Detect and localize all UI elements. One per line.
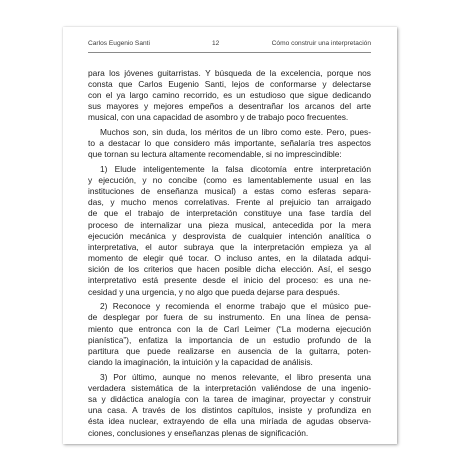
text-line: y ejecución, y no concibe (como es lamentablemente usual en las [88, 174, 371, 185]
text-line: momento de elegir qué tocar. O incluso antes, en la dilatada adqui- [88, 253, 371, 264]
book-page [63, 27, 397, 444]
paragraph [88, 372, 371, 439]
text-line: pianística”), enfatiza la importancia de un estudio profundo de la [88, 334, 371, 345]
text-line: sición de los criterios que hacen posible dicha elección. Así, el sesgo [88, 264, 371, 275]
text-line: interpretativa, el autor subraya que la interpretación empieza ya al [88, 241, 371, 252]
text-line: con el ya largo camino recorrido, es un estudioso que sigue dedicando [88, 89, 371, 100]
text-line: musical, con una capacidad de asombro y de trabajo poco frecuentes. [88, 112, 349, 123]
text-line: verdadera sistemática de la interpretación valiéndose de una ingenio- [88, 382, 371, 393]
text-line: sus mayores y mejores empeños a desentrañar los arcanos del arte [88, 101, 371, 112]
text-line: de desplegar por fuera de su instrumento. En una línea de pensa- [88, 312, 371, 323]
text-line: 3) Por último, aunque no menos relevante, el libro presenta una [100, 371, 371, 382]
text-line: cesidad y una urgencia, y no algo que pueda dejarse para después. [88, 286, 340, 297]
paragraph [88, 301, 371, 368]
paragraph [88, 127, 371, 161]
text-line: instituciones de enseñanza musical) a estas como esferas separa- [88, 185, 371, 196]
header-rule [88, 52, 371, 53]
running-head-title: Cómo construir una interpretación [271, 40, 371, 47]
text-line: miento que entronca con la de Carl Leimer (“La moderna ejecución [88, 323, 371, 334]
text-line: Muchos son, sin duda, los méritos de un libro como este. Pero, pues- [100, 126, 371, 137]
paragraph [88, 164, 371, 298]
paragraph [88, 68, 371, 124]
page-number: 12 [212, 40, 220, 47]
page-body [88, 68, 371, 439]
text-line: proceso de internalizar una pieza musical, antecedida por la mera [88, 219, 371, 230]
text-line: interpretativo está presente desde el inicio del proceso: es una ne- [88, 275, 371, 286]
text-line: una casa. A través de los distintos capítulos, insiste y profundiza en [88, 405, 371, 416]
text-line: que tornan su lectura altamente recomendable, si no imprescindible: [88, 149, 342, 160]
text-line: de que el trabajo de interpretación constituye una fase tardía del [88, 208, 371, 219]
running-head-author: Carlos Eugenio Santi [88, 40, 150, 47]
text-line: para los jóvenes guitarristas. Y búsqueda de la excelencia, porque nos [88, 67, 371, 78]
text-line: ciando la imaginación, la intuición y la capacidad de análisis. [88, 357, 313, 368]
text-line: sa y didáctica analogía con la tarea de imaginar, proyectar y construir [88, 393, 371, 404]
text-line: ejecución mecánica y desprovista de cualquier intención analítica o [88, 230, 371, 241]
text-line: partitura que puede realizarse en ausencia de la guitarra, poten- [88, 345, 371, 356]
text-line: 2) Reconoce y recomienda el enorme trabajo que el músico pue- [100, 301, 371, 312]
text-line: das, y mucho menos correlativas. Frente al prejuicio tan arraigado [88, 197, 371, 208]
text-line: 1) Elude inteligentemente la falsa dicotomía entre interpretación [100, 163, 371, 174]
text-line: consta que Carlos Eugenio Santi, lejos de conformarse y delectarse [88, 78, 371, 89]
text-line: to a destacar lo que considero más importante, señalaría tres aspectos [88, 137, 371, 148]
text-line: ciones, conclusiones y enseñanzas plenas de significación. [88, 427, 309, 438]
text-line: ésta idea nuclear, extrayendo de ella una miríada de agudas observa- [88, 416, 371, 427]
running-header [88, 39, 371, 49]
